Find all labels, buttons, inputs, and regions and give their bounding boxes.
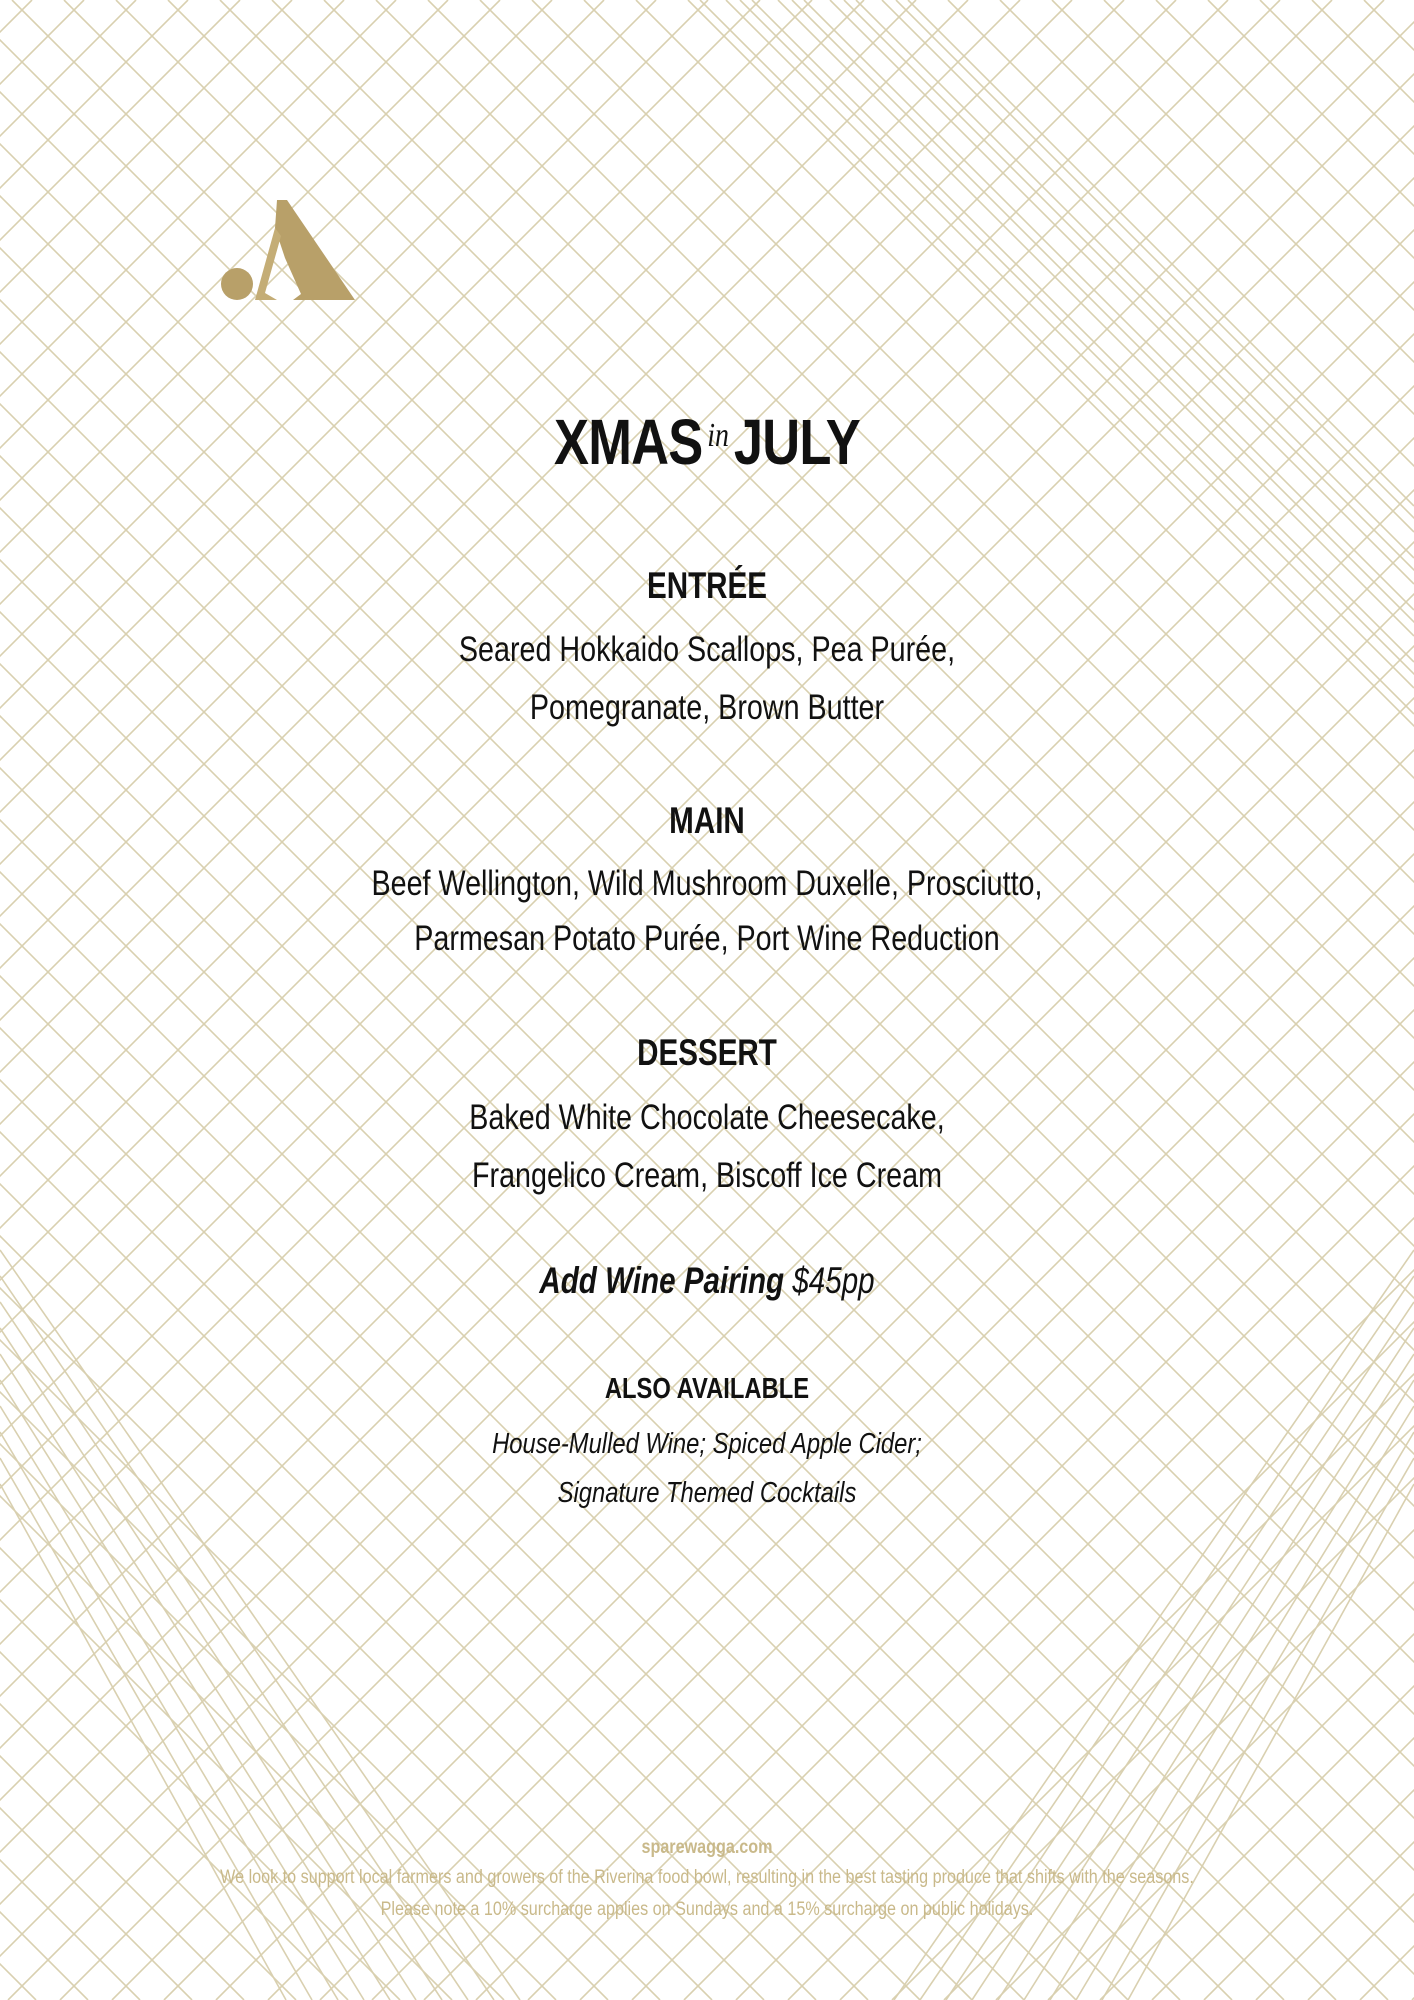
entree-heading: ENTRÉE — [646, 565, 768, 606]
main-heading: MAIN — [669, 800, 745, 841]
website-link[interactable]: sparewagga.com — [641, 1837, 773, 1858]
gold-a-monogram-icon — [215, 198, 360, 303]
also-available-line-1: House-Mulled Wine; Spiced Apple Cider; — [492, 1428, 922, 1460]
also-available-line-2: Signature Themed Cocktails — [557, 1477, 857, 1509]
main-line-2: Parmesan Potato Purée, Port Wine Reduction — [414, 919, 1000, 958]
dessert-line-2: Frangelico Cream, Biscoff Ice Cream — [471, 1156, 942, 1195]
footer-note-local: We look to support local farmers and growers of the Riverina food bowl, resulting in the best tasting produce that shifts with the seasons. — [220, 1867, 1194, 1888]
also-available-heading: ALSO AVAILABLE — [604, 1373, 810, 1405]
title-july: JULY — [733, 406, 860, 478]
main-line-1: Beef Wellington, Wild Mushroom Duxelle, Prosciutto, — [371, 864, 1043, 903]
title-in: in — [707, 417, 729, 454]
title-xmas: XMAS — [554, 406, 703, 478]
wine-pairing-label: Add Wine Pairing — [539, 1260, 785, 1301]
footer-note-surcharge: Please note a 10% surcharge applies on Sundays and a 15% surcharge on public holidays. — [380, 1899, 1034, 1920]
entree-line-2: Pomegranate, Brown Butter — [529, 688, 885, 727]
menu-title — [127, 405, 1286, 479]
dessert-line-1: Baked White Chocolate Cheesecake, — [469, 1098, 945, 1137]
entree-line-1: Seared Hokkaido Scallops, Pea Purée, — [458, 630, 956, 669]
wine-pairing — [141, 1260, 1272, 1302]
dessert-heading: DESSERT — [637, 1032, 777, 1073]
wine-pairing-price: $45pp — [792, 1260, 875, 1301]
